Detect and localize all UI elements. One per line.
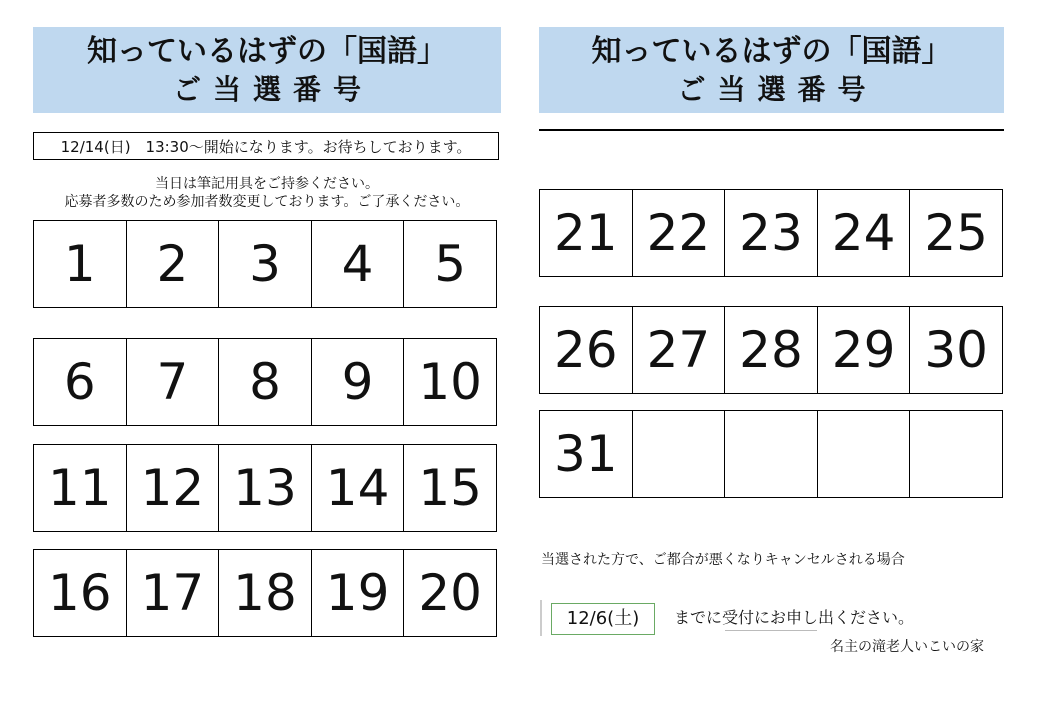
number-cell: 17 (126, 549, 220, 637)
deadline-marker (540, 600, 542, 636)
number-cell: 27 (632, 306, 726, 394)
note-line-1: 当日は筆記用具をご持参ください。 (155, 176, 379, 192)
number-cell (724, 410, 818, 498)
number-cell: 5 (403, 220, 497, 308)
right-title-line2: ご当選番号 (677, 73, 878, 106)
left-title-banner (33, 27, 501, 113)
number-row (539, 306, 1003, 394)
number-row (33, 338, 497, 426)
number-cell: 15 (403, 444, 497, 532)
number-cell: 24 (817, 189, 911, 277)
note-line-2: 応募者多数のため参加者数変更しております。ご了承ください。 (64, 194, 470, 210)
number-cell: 29 (817, 306, 911, 394)
number-cell: 25 (909, 189, 1003, 277)
number-cell: 31 (539, 410, 633, 498)
number-cell (909, 410, 1003, 498)
number-cell: 11 (33, 444, 127, 532)
left-title-line2: ご当選番号 (172, 73, 373, 106)
number-cell: 16 (33, 549, 127, 637)
deadline-underline (725, 630, 817, 631)
number-cell: 13 (218, 444, 312, 532)
right-title-banner (539, 27, 1004, 113)
number-cell: 28 (724, 306, 818, 394)
number-cell: 20 (403, 549, 497, 637)
number-row (539, 189, 1003, 277)
deadline-instruction: までに受付にお申し出ください。 (674, 608, 915, 627)
number-cell: 14 (311, 444, 405, 532)
number-cell: 19 (311, 549, 405, 637)
number-cell: 30 (909, 306, 1003, 394)
number-row (33, 549, 497, 637)
number-cell: 23 (724, 189, 818, 277)
number-cell: 9 (311, 338, 405, 426)
number-cell: 18 (218, 549, 312, 637)
number-row (33, 444, 497, 532)
cancel-instruction: 当選された方で、ご都合が悪くなりキャンセルされる場合 (541, 552, 905, 568)
number-cell: 12 (126, 444, 220, 532)
number-cell: 22 (632, 189, 726, 277)
number-cell: 21 (539, 189, 633, 277)
number-cell: 8 (218, 338, 312, 426)
number-cell: 3 (218, 220, 312, 308)
number-row (33, 220, 497, 308)
number-cell: 1 (33, 220, 127, 308)
right-divider (539, 129, 1004, 131)
number-cell: 26 (539, 306, 633, 394)
number-cell: 10 (403, 338, 497, 426)
number-cell: 7 (126, 338, 220, 426)
right-title-line1: 知っているはずの「国語」 (591, 34, 952, 69)
number-cell: 6 (33, 338, 127, 426)
number-row (539, 410, 1003, 498)
number-cell: 2 (126, 220, 220, 308)
organizer-name: 名主の滝老人いこいの家 (830, 639, 984, 655)
left-title-line1: 知っているはずの「国語」 (87, 34, 447, 69)
schedule-notice: 12/14(日) 13:30～開始になります。お待ちしております。 (33, 132, 499, 160)
deadline-date: 12/6(土) (551, 603, 655, 635)
number-cell: 4 (311, 220, 405, 308)
number-cell (632, 410, 726, 498)
number-cell (817, 410, 911, 498)
